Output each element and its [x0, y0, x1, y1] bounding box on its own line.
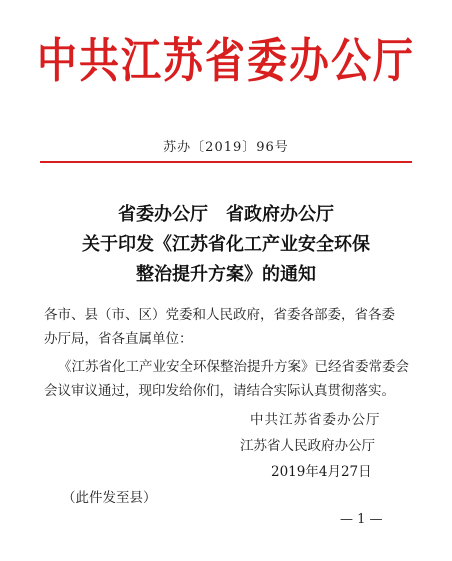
title-line-3: 整治提升方案》的通知 — [136, 264, 316, 285]
addressee-line-2: 办厅局，省各直属单位： — [44, 331, 193, 347]
title-line-2: 关于印发《江苏省化工产业安全环保 — [82, 234, 370, 255]
document-number: 苏办〔2019〕96号 — [163, 140, 289, 155]
paragraph-line-2: 会议审议通过，现印发给你们，请结合实际认真贯彻落实。 — [44, 383, 395, 399]
masthead-title: 中共江苏省委办公厅 — [37, 34, 415, 89]
issue-date: 2019年4月27日 — [271, 464, 372, 480]
notice-title — [0, 200, 452, 290]
addressee-line-1: 各市、县（市、区）党委和人民政府，省委各部委，省各委 — [44, 307, 395, 323]
red-divider-line — [40, 161, 412, 163]
title-line-1: 省委办公厅 省政府办公厅 — [118, 204, 334, 225]
paragraph-line-1: 《江苏省化工产业安全环保整治提升方案》已经省委常委会 — [58, 359, 409, 375]
page-number: — 1 — — [340, 512, 383, 527]
distribution-note: （此件发至县） — [62, 490, 157, 506]
issuer-government-office: 江苏省人民政府办公厅 — [240, 438, 375, 454]
issuer-party-office: 中共江苏省委办公厅 — [250, 412, 381, 428]
